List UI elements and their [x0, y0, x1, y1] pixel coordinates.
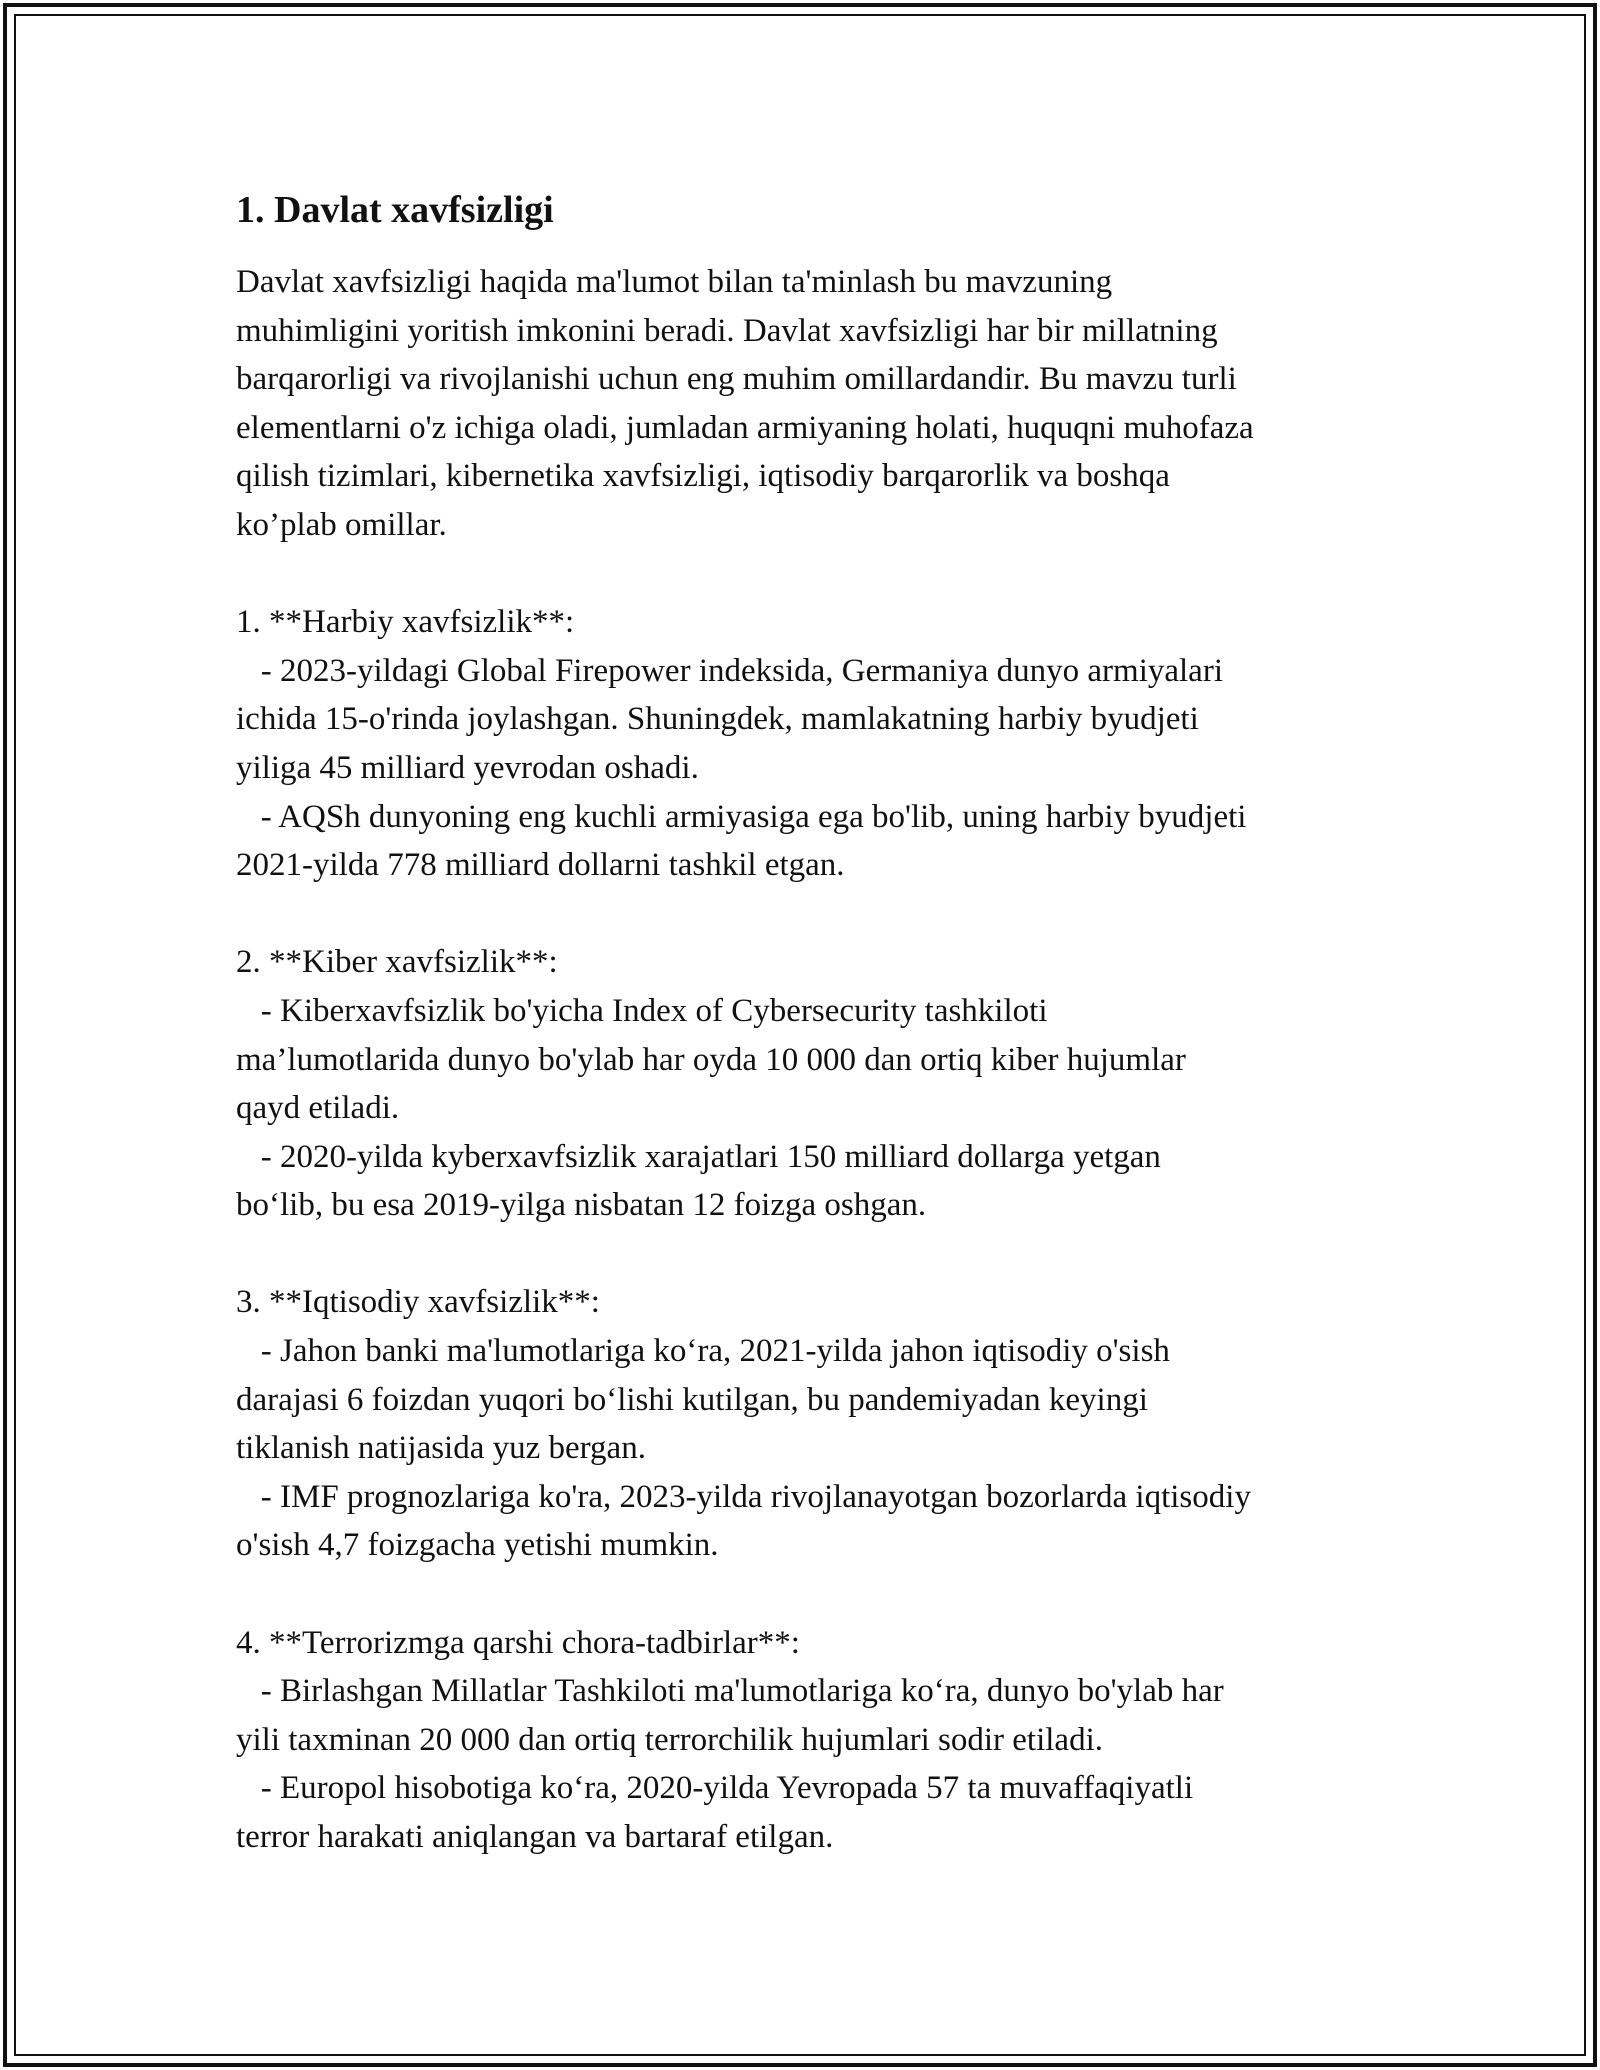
document-heading: 1. Davlat xavfsizligi: [236, 189, 554, 231]
document-body: [236, 186, 1386, 1862]
section-line: - 2020-yilda kyberxavfsizlik xarajatlari 150 milliard dollarga yetgan: [236, 1138, 1161, 1175]
section-heading: 1. **Harbiy xavfsizlik**:: [236, 604, 575, 641]
section-line: 2021-yilda 778 milliard dollarni tashkil etgan.: [236, 847, 845, 884]
paragraph-gap: [236, 1230, 1386, 1279]
section-line: - Birlashgan Millatlar Tashkiloti ma'lumotlariga ko‘ra, dunyo bo'ylab har: [236, 1673, 1224, 1710]
section-line: ichida 15-o'rinda joylashgan. Shuningdek, mamlakatning harbiy byudjeti: [236, 701, 1199, 738]
section-line: tiklanish natijasida yuz bergan.: [236, 1430, 646, 1467]
section-line: darajasi 6 foizdan yuqori bo‘lishi kutilgan, bu pandemiyadan keyingi: [236, 1381, 1148, 1418]
section-cyber-security: [236, 938, 1386, 1230]
section-line: yili taxminan 20 000 dan ortiq terrorchilik hujumlari sodir etiladi.: [236, 1721, 1103, 1758]
section-line: o'sish 4,7 foizgacha yetishi mumkin.: [236, 1527, 719, 1564]
section-heading: 4. **Terrorizmga qarshi chora-tadbirlar**:: [236, 1624, 800, 1661]
section-line: - IMF prognozlariga ko'ra, 2023-yilda rivojlanayotgan bozorlarda iqtisodiy: [236, 1478, 1251, 1515]
section-line: bo‘lib, bu esa 2019-yilga nisbatan 12 foizga oshgan.: [236, 1187, 927, 1224]
section-line: ma’lumotlarida dunyo bo'ylab har oyda 10 000 dan ortiq kiber hujumlar: [236, 1041, 1186, 1078]
section-heading: 3. **Iqtisodiy xavfsizlik**:: [236, 1284, 600, 1321]
section-line: - Kiberxavfsizlik bo'yicha Index of Cybersecurity tashkiloti: [236, 992, 1048, 1029]
section-military-security: [236, 598, 1386, 890]
section-heading: 2. **Kiber xavfsizlik**:: [236, 944, 558, 981]
intro-line: ko’plab omillar.: [236, 506, 447, 543]
intro-line: barqarorligi va rivojlanishi uchun eng muhim omillardandir. Bu mavzu turli: [236, 361, 1237, 398]
section-line: - 2023-yildagi Global Firepower indeksida, Germaniya dunyo armiyalari: [236, 652, 1223, 689]
section-line: terror harakati aniqlangan va bartaraf etilgan.: [236, 1819, 834, 1855]
intro-line: qilish tizimlari, kibernetika xavfsizligi, iqtisodiy barqarorlik va boshqa: [236, 458, 1170, 495]
section-line: yiliga 45 milliard yevrodan oshadi.: [236, 749, 699, 786]
section-line: - Jahon banki ma'lumotlariga ko‘ra, 2021-yilda jahon iqtisodiy o'sish: [236, 1333, 1170, 1370]
section-line: qayd etiladi.: [236, 1090, 400, 1127]
section-economic-security: [236, 1278, 1386, 1570]
intro-line: Davlat xavfsizligi haqida ma'lumot bilan ta'minlash bu mavzuning: [236, 264, 1113, 300]
section-counter-terrorism: [236, 1619, 1386, 1862]
intro-line: elementlarni o'z ichiga oladi, jumladan armiyaning holati, huquqni muhofaza: [236, 409, 1254, 446]
intro-line: muhimligini yoritish imkonini beradi. Davlat xavfsizligi har bir millatning: [236, 312, 1218, 349]
intro-paragraph: [236, 258, 1386, 550]
paragraph-gap: [236, 550, 1386, 599]
paragraph-gap: [236, 890, 1386, 939]
section-line: - AQSh dunyoning eng kuchli armiyasiga ega bo'lib, uning harbiy byudjeti: [236, 798, 1247, 835]
section-line: - Europol hisobotiga ko‘ra, 2020-yilda Yevropada 57 ta muvaffaqiyatli: [236, 1770, 1194, 1807]
paragraph-gap: [236, 1570, 1386, 1619]
